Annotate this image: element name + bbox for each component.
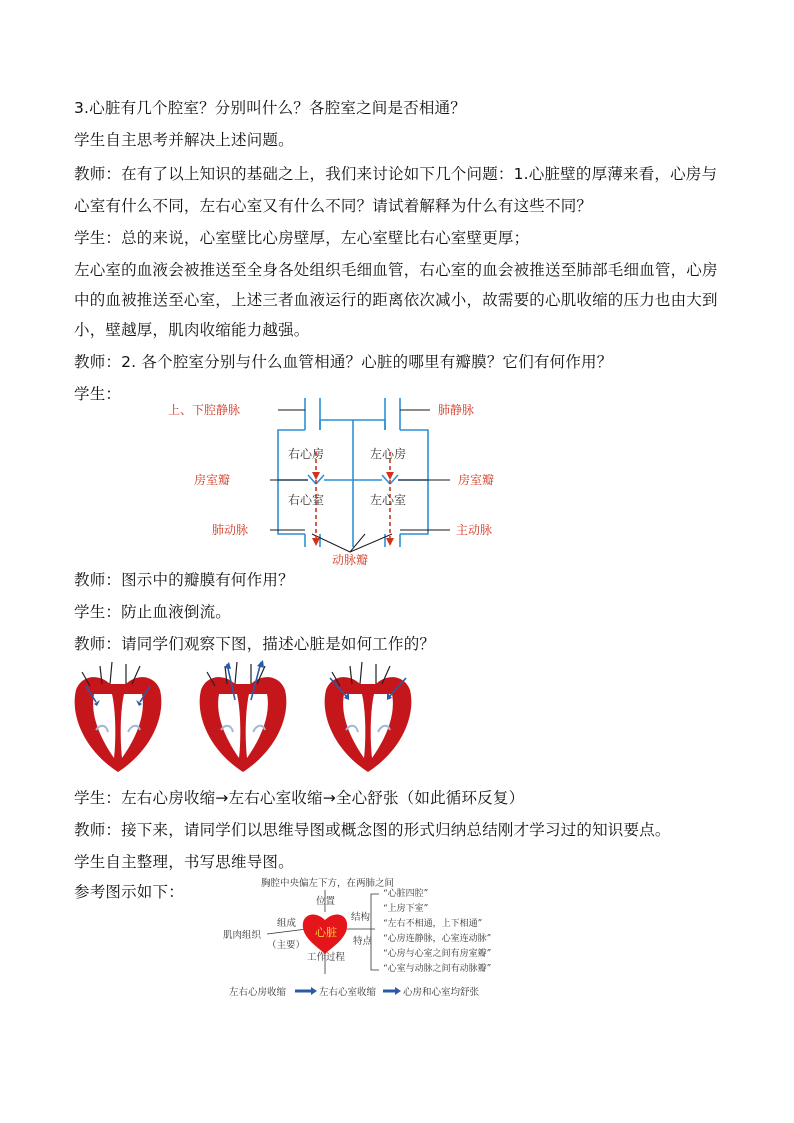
mind-map-top-note: 胸腔中央偏左下方，在两肺之间 [261, 878, 395, 889]
mind-map-composition: 组成 [277, 918, 297, 929]
mind-map-point-6: “心室与动脉之间有动脉瓣” [383, 964, 492, 974]
teacher-question-2: 教师：2. 各个腔室分别与什么血管相通？心脏的哪里有瓣膜？它们有何作用？ [74, 353, 613, 371]
mind-map-position: 位置 [316, 896, 336, 907]
mind-map-point-5: “心房与心室之间有房室瓣” [383, 949, 492, 959]
mind-map-tissue: 肌肉组织 [223, 930, 262, 941]
label-av-valve-left: 房室瓣 [194, 473, 231, 487]
mind-map-point-3: “左右不相通，上下相通” [383, 919, 483, 929]
label-left-atrium: 左心房 [370, 447, 407, 461]
student-think: 学生自主思考并解决上述问题。 [74, 131, 294, 149]
student-mindmap: 学生自主整理，书写思维导图。 [74, 853, 294, 871]
teacher-question-valve: 教师：图示中的瓣膜有何作用？ [74, 571, 294, 589]
mind-map-center: 心脏 [315, 926, 337, 939]
mind-map-flow-3: 心房和心室均舒张 [403, 987, 480, 998]
heart-ventricles-contracting [200, 660, 287, 772]
student-answer-valve: 学生：防止血液倒流。 [74, 603, 232, 621]
label-pulmonary-vein: 肺静脉 [438, 403, 475, 417]
mind-map-point-2: “上房下室” [383, 904, 429, 914]
student-answer-1: 学生：总的来说，心室壁比心房壁厚，左心室壁比右心室壁更厚； [74, 229, 530, 247]
reference-label: 参考图示如下： [74, 883, 184, 901]
heart-atria-contracting [75, 662, 162, 772]
teacher-question-1b: 心室有什么不同，左右心室又有什么不同？请试着解释为什么有这些不同？ [74, 197, 593, 215]
mind-map-flow-2: 左右心室收缩 [319, 987, 377, 998]
label-vena-cava: 上、下腔静脉 [168, 403, 241, 417]
mind-map-features: 特点 [353, 936, 373, 947]
label-left-ventricle: 左心室 [370, 493, 407, 507]
teacher-question-work: 教师：请同学们观察下图，描述心脏是如何工作的？ [74, 635, 436, 653]
heart-relaxing [325, 662, 412, 772]
mind-map-main: （主要） [267, 940, 306, 951]
teacher-question-1a: 教师：在有了以上知识的基础之上，我们来讨论如下几个问题：1.心脏壁的厚薄来看，心房与 [74, 165, 718, 183]
heart-mind-map [215, 874, 545, 1004]
explain-line-3: 小，壁越厚，肌肉收缩能力越强。 [74, 321, 310, 339]
student-label: 学生： [74, 385, 122, 403]
heart-cycle-illustrations [66, 660, 416, 778]
explain-line-1: 左心室的血液会被推送至全身各处组织毛细血管，右心室的血会被推送至肺部毛细血管，心房 [74, 261, 718, 279]
heart-structure-diagram [160, 392, 520, 572]
label-arterial-valve: 动脉瓣 [332, 553, 369, 567]
mind-map-process: 工作过程 [307, 952, 346, 963]
teacher-mindmap-task: 教师：接下来，请同学们以思维导图或概念图的形式归纳总结刚才学习过的知识要点。 [74, 821, 671, 839]
mind-map-flow-1: 左右心房收缩 [229, 987, 287, 998]
explain-line-2: 中的血被推送至心室，上述三者血液运行的距离依次减小，故需要的心肌收缩的压力也由大到 [74, 291, 718, 309]
label-pulmonary-artery: 肺动脉 [212, 523, 249, 537]
label-av-valve-right: 房室瓣 [458, 473, 495, 487]
mind-map-point-4: “心房连静脉，心室连动脉” [383, 934, 492, 944]
student-answer-cycle: 学生：左右心房收缩→左右心室收缩→全心舒张（如此循环反复） [74, 789, 525, 807]
label-aorta: 主动脉 [456, 523, 493, 537]
mind-map-point-1: “心脏四腔” [383, 889, 429, 899]
question-3: 3.心脏有几个腔室？分别叫什么？各腔室之间是否相通？ [74, 99, 466, 117]
label-right-atrium: 右心房 [288, 447, 325, 461]
mind-map-structure: 结构 [351, 912, 371, 923]
label-right-ventricle: 右心室 [288, 493, 325, 507]
